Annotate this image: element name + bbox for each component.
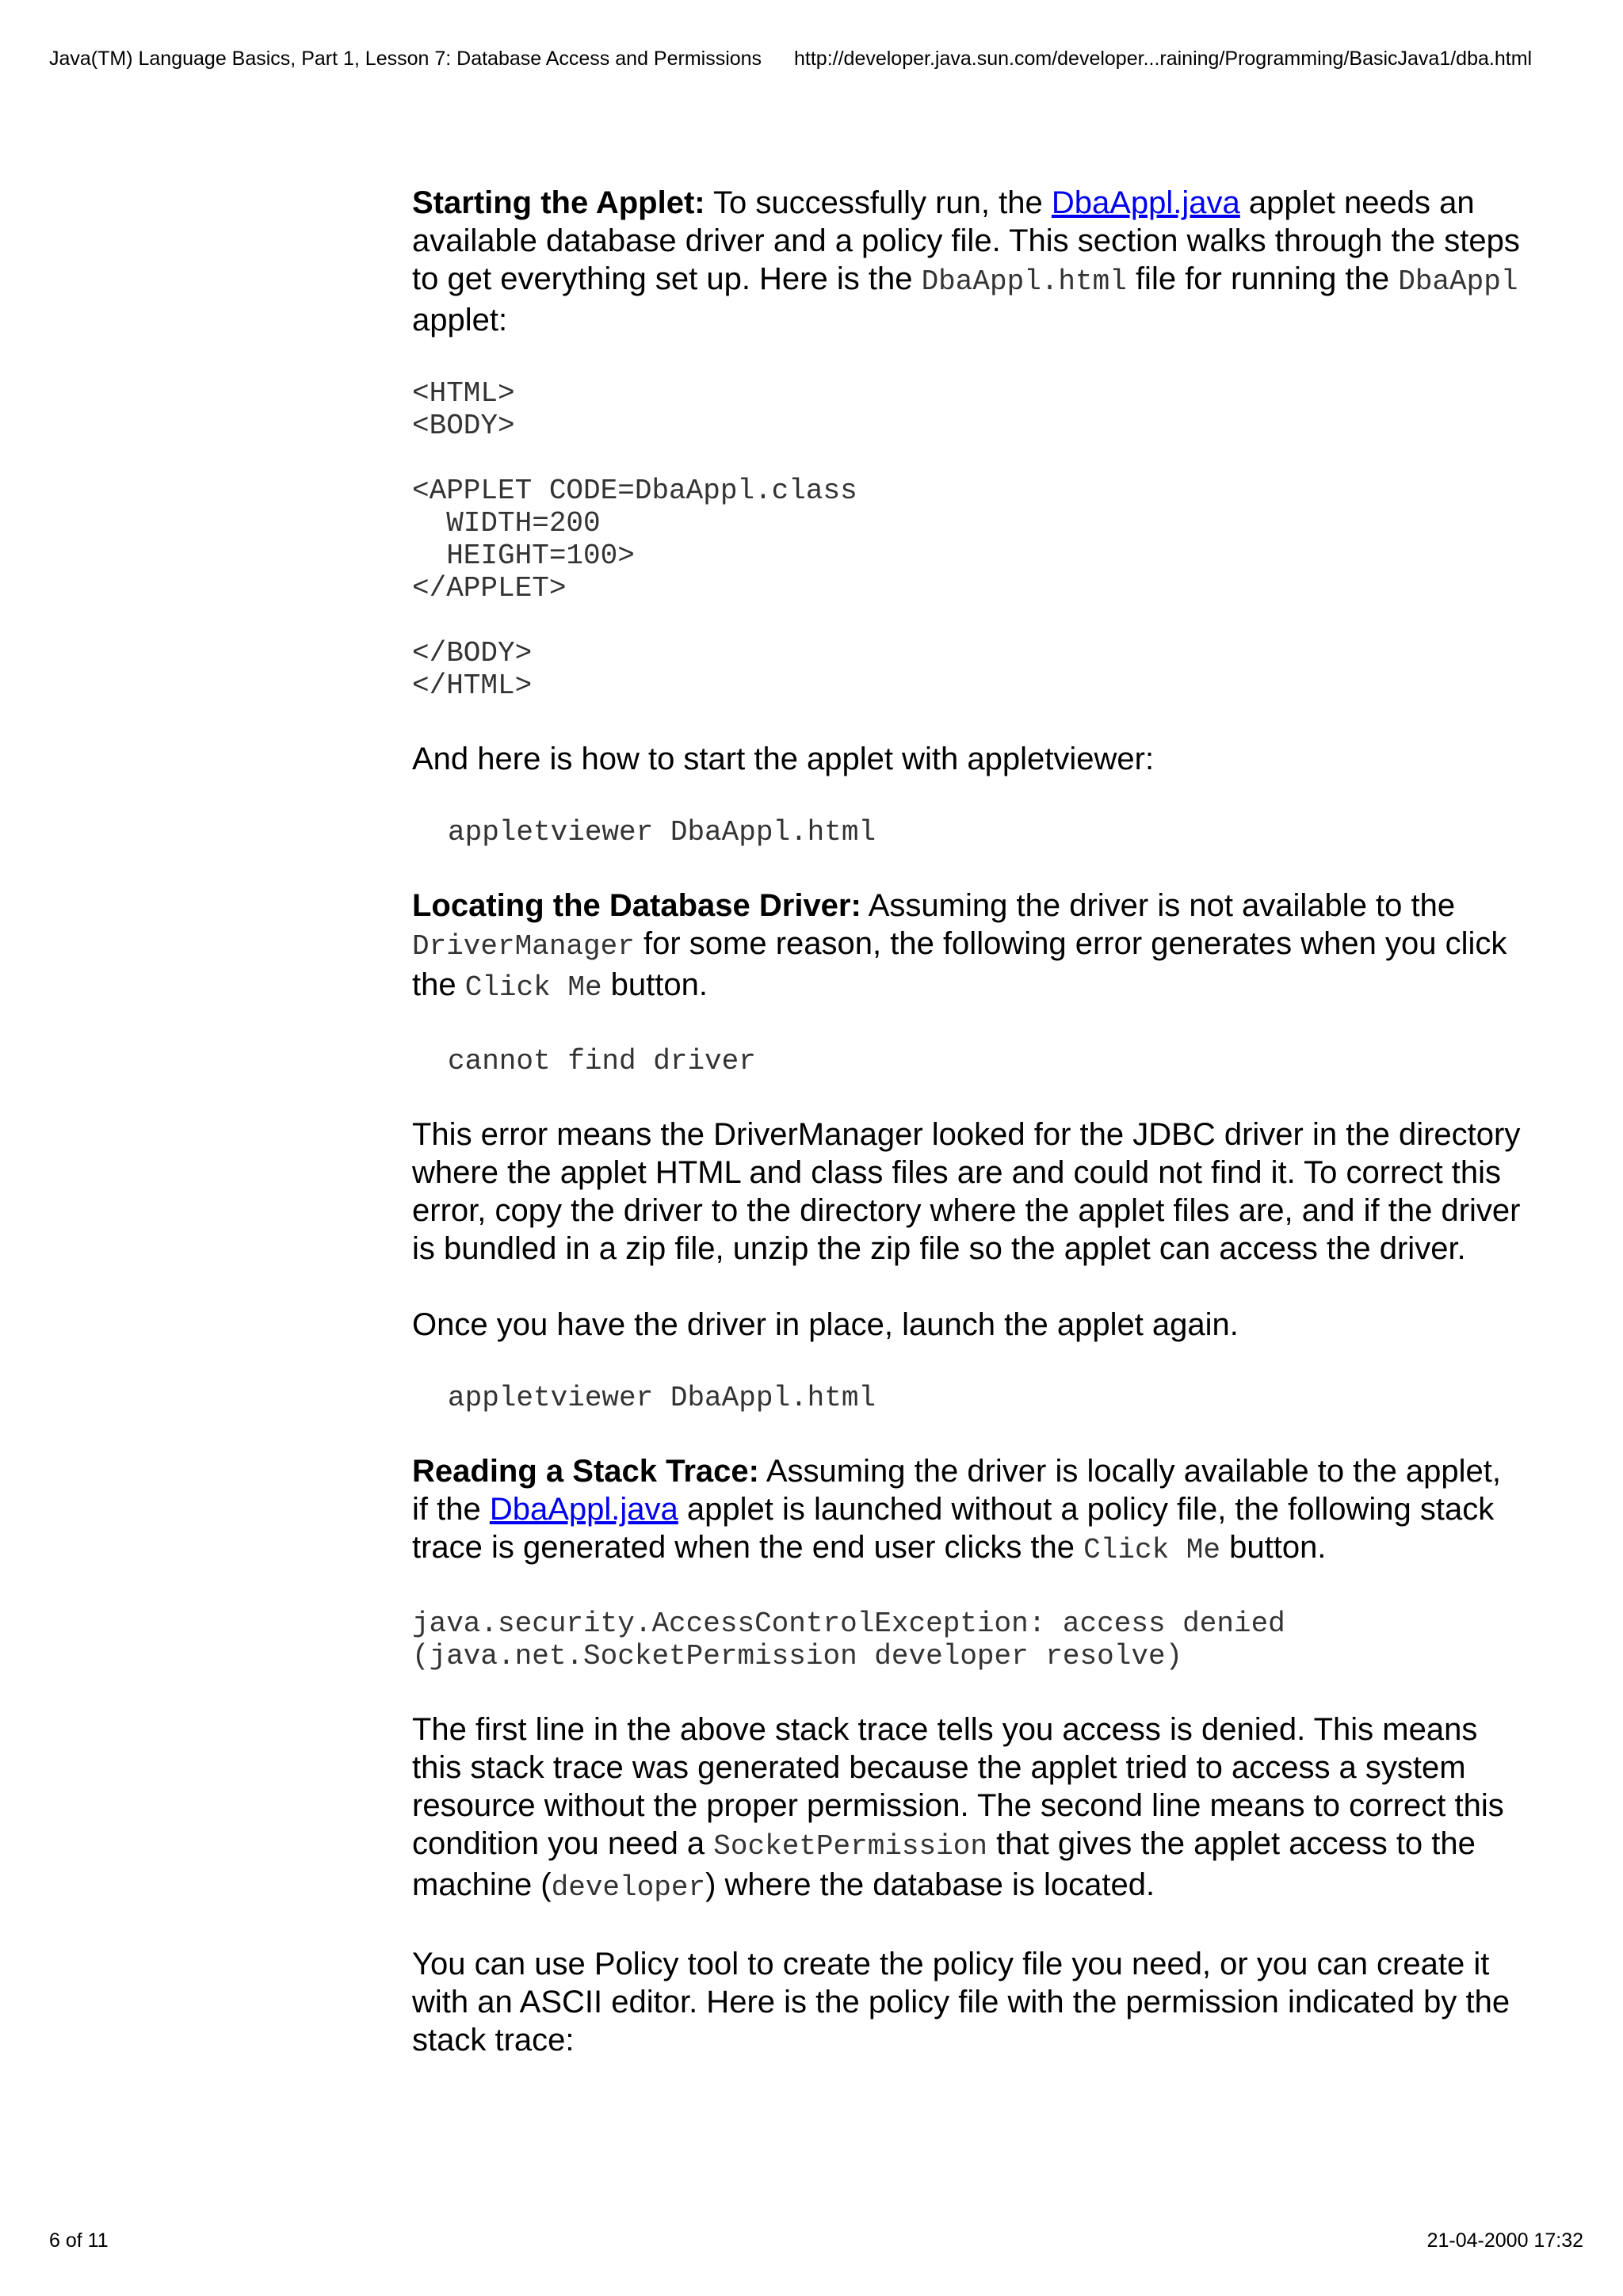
text: Assuming the driver is locally available to the applet, if the	[412, 1454, 1502, 1527]
code-block-stack-trace: java.security.AccessControlException: access denied (java.net.SocketPermission developer resolve)	[412, 1608, 1285, 1672]
inline-code: Click Me	[464, 971, 602, 1004]
print-timestamp: 21-04-2000 17:32	[1426, 2229, 1583, 2252]
section-heading-locating-driver: Locating the Database Driver:	[412, 888, 861, 923]
text: that gives the applet access to the machine (	[412, 1826, 1476, 1902]
document-body	[412, 184, 1522, 2097]
inline-code: developer	[551, 1871, 706, 1904]
text: The first line in the above stack trace tells you access is denied. This means this stack trace was generated because the applet tried to access a system resource without the proper permission. The second line means to correct this condition you need a	[412, 1712, 1504, 1861]
code-block-error: cannot find driver	[448, 1045, 756, 1077]
paragraph-trace-explanation	[412, 1711, 1522, 1907]
page-url: http://developer.java.sun.com/developer...raining/Programming/BasicJava1/dba.html	[794, 48, 1533, 70]
inline-code: DriverManager	[412, 930, 635, 963]
code-block-html: <HTML> <BODY> <APPLET CODE=DbaAppl.class WIDTH=200 HEIGHT=100> </APPLET> </BODY> </HTML>	[412, 377, 857, 702]
section-heading-stack-trace: Reading a Stack Trace:	[412, 1454, 759, 1489]
paragraph-starting-applet	[412, 184, 1522, 339]
page-count: 6 of 11	[49, 2229, 109, 2252]
text: Assuming the driver is not available to the	[861, 888, 1456, 923]
code-block-command: appletviewer DbaAppl.html	[448, 816, 876, 849]
link-dbaappl-java[interactable]: DbaAppl.java	[1051, 185, 1240, 220]
page-title: Java(TM) Language Basics, Part 1, Lesson 7: Database Access and Permissions	[49, 48, 762, 70]
text: applet needs an available database driver and a policy file. This section walks through the steps to get everything set up. Here is the	[412, 185, 1520, 296]
text: for some reason, the following error generates when you click the	[412, 926, 1507, 1002]
text: button.	[1220, 1530, 1327, 1565]
paragraph-stack-trace	[412, 1452, 1522, 1569]
inline-code: DbaAppl	[1398, 265, 1518, 298]
page-header	[49, 48, 1585, 79]
paragraph-error-explanation: This error means the DriverManager looked for the JDBC driver in the directory where the applet HTML and class files are and could not find it. To correct this error, copy the driver to the directory where the applet files are, and if the driver is bundled in a zip file, unzip the zip file so the applet can access the driver.	[412, 1117, 1521, 1266]
inline-code: Click Me	[1083, 1534, 1220, 1566]
paragraph-locating-driver	[412, 887, 1522, 1007]
text: file for running the	[1126, 261, 1399, 296]
paragraph-policy-tool: You can use Policy tool to create the policy file you need, or you can create it with an ASCII editor. Here is the policy file with the permission indicated by the stack trace:	[412, 1947, 1510, 2058]
text: ) where the database is located.	[705, 1867, 1155, 1902]
text: applet is launched without a policy file, the following stack trace is generated when the end user clicks the	[412, 1492, 1495, 1565]
code-block-command: appletviewer DbaAppl.html	[448, 1382, 876, 1414]
paragraph-relaunch: Once you have the driver in place, launch the applet again.	[412, 1307, 1239, 1342]
text: applet:	[412, 303, 508, 338]
inline-code: SocketPermission	[713, 1830, 987, 1863]
section-heading-starting-applet: Starting the Applet:	[412, 185, 705, 220]
inline-code: DbaAppl.html	[921, 265, 1127, 298]
text: button.	[601, 967, 708, 1002]
paragraph-appletviewer: And here is how to start the applet with appletviewer:	[412, 742, 1155, 776]
text: To successfully run, the	[705, 185, 1052, 220]
link-dbaappl-java[interactable]: DbaAppl.java	[489, 1492, 678, 1527]
